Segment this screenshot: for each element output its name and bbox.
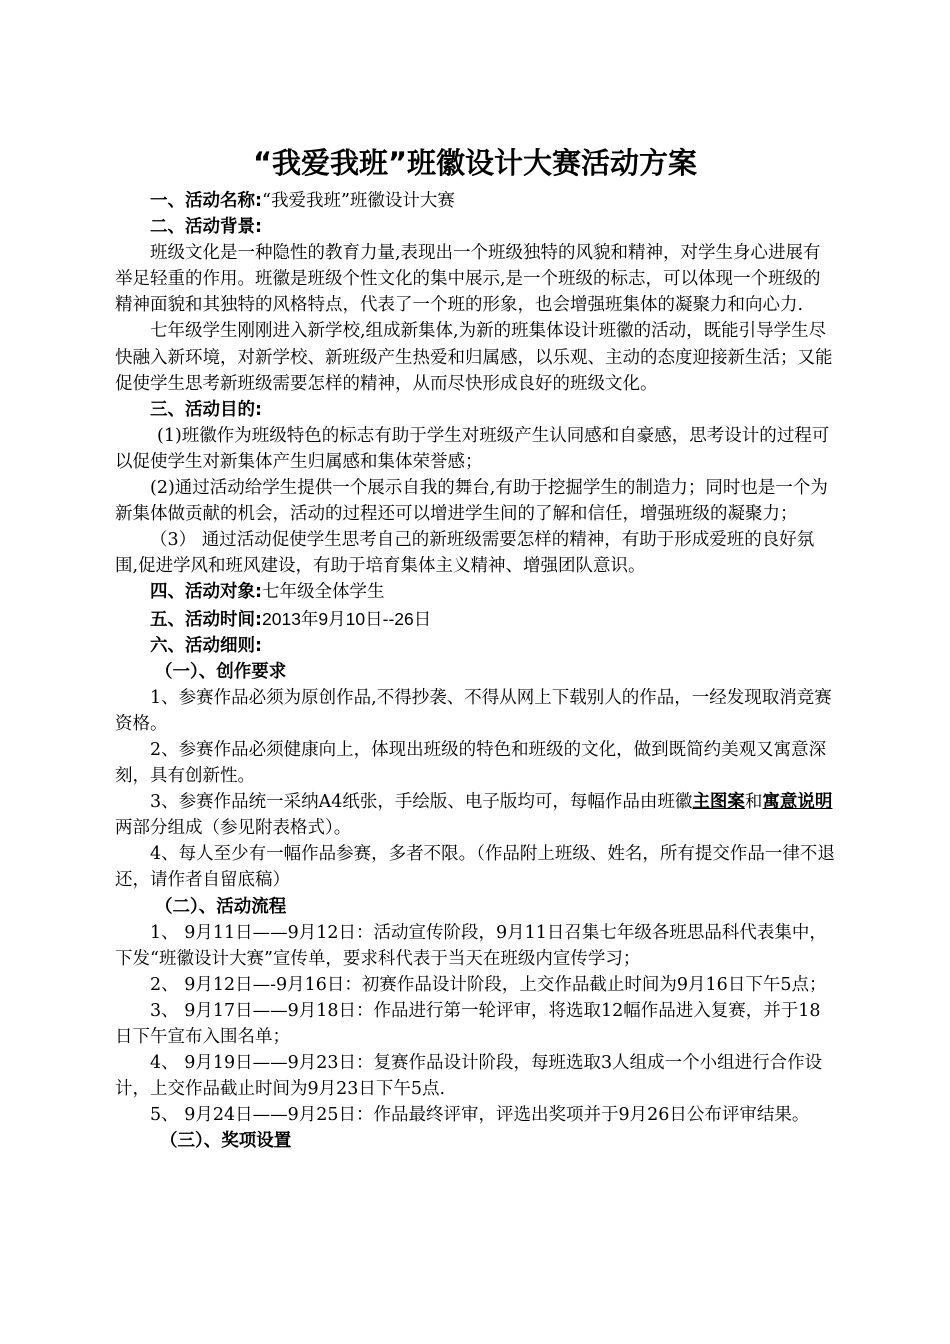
process-step-3: 3、 9月17日——9月18日：作品进行第一轮评审，将选取12幅作品进入复赛，并于18日下午宣布入围名单； <box>115 1000 821 1047</box>
requirement-3 <box>115 789 837 841</box>
process-step-4: 4、 9月19日——9月23日：复赛作品设计阶段，每班选取3人组成一个小组进行合作设计，上交作品截止时间为9月23日下午5点. <box>115 1053 823 1100</box>
purpose-item-1: (1)班徽作为班级特色的标志有助于学生对班级产生认同感和自豪感，思考设计的过程可以促使学生对新集体产生归属感和集体荣誉感； <box>115 425 830 472</box>
requirement-3-connector: 和 <box>744 792 763 813</box>
section-value: “我爱我班”班徽设计大赛 <box>262 191 455 211</box>
subsection-requirements <box>115 659 837 685</box>
section-target <box>115 579 837 605</box>
section-label: 六、活动细则: <box>150 635 262 656</box>
section-value: 2013年9月10日--26日 <box>262 608 432 629</box>
subsection-label: （三）、奖项设置 <box>160 1131 292 1152</box>
section-rules <box>115 633 837 659</box>
section-label: 二、活动背景: <box>150 217 262 238</box>
document-body <box>115 188 837 1154</box>
subsection-process <box>115 894 837 920</box>
purpose-item-3: （3） 通过活动促使学生思考自己的新班级需要怎样的精神，有助于形成爱班的良好氛围,促进学风和班风建设，有助于培育集体主义精神、增强团队意识。 <box>115 530 815 577</box>
section-label: 三、活动目的: <box>150 399 262 420</box>
section-background <box>115 214 837 240</box>
background-paragraph-2: 七年级学生刚刚进入新学校,组成新集体,为新的班集体设计班徽的活动，既能引导学生尽快融入新环境，对新学校、新班级产生热爱和归属感，以乐观、主动的态度迎接新生活；又能促使学生思考新班级需要怎样的精神，从而尽快形成良好的班级文化。 <box>115 321 833 394</box>
requirement-3-tail: 两部分组成（参见附表格式）。 <box>115 818 352 839</box>
requirement-1: 1、参赛作品必须为原创作品,不得抄袭、不得从网上下载别人的作品，一经发现取消竞赛资格。 <box>115 687 832 734</box>
section-label: 五、活动时间: <box>150 609 262 630</box>
requirement-3-text: 3、参赛作品统一采纳A4纸张，手绘版、电子版均可，每幅作品由班徽 <box>150 792 693 813</box>
section-label: 一、活动名称: <box>150 191 262 211</box>
section-purpose <box>115 397 837 423</box>
main-pattern-emphasis: 主图案 <box>692 792 745 813</box>
meaning-note-emphasis: 寓意说明 <box>762 792 833 813</box>
process-step-2: 2、 9月12日—-9月16日：初赛作品设计阶段，上交作品截止时间为9月16日下午5点； <box>150 974 827 995</box>
requirement-2: 2、参赛作品必须健康向上，体现出班级的特色和班级的文化，做到既简约美观又寓意深刻，具有创新性。 <box>115 739 827 787</box>
requirement-4: 4、每人至少有一幅作品参赛，多者不限。（作品附上班级、姓名，所有提交作品一律不退还，请作者自留底稿） <box>115 844 835 891</box>
process-step-5: 5、 9月24日——9月25日：作品最终评审，评选出奖项并于9月26日公布评审结果。 <box>150 1105 810 1126</box>
subsection-awards <box>115 1128 837 1154</box>
background-paragraph-1: 班级文化是一种隐性的教育力量,表现出一个班级独特的风貌和精神，对学生身心进展有举足轻重的作用。班徽是班级个性文化的集中展示,是一个班级的标志，可以体现一个班级的精神面貌和其独特的风格特点，代表了一个班的形象，也会增强班集体的凝聚力和向心力. <box>115 243 821 316</box>
document-title: “我爱我班”班徽设计大赛活动方案 <box>252 146 698 180</box>
section-time <box>115 606 837 633</box>
purpose-item-2: (2)通过活动给学生提供一个展示自我的舞台,有助于挖掘学生的制造力；同时也是一个为新集体做贡献的机会，活动的过程还可以增进学生间的了解和信任，增强班级的凝聚力； <box>115 478 828 525</box>
subsection-label: （一）、创作要求 <box>155 661 287 682</box>
process-step-1: 1、 9月11日——9月12日：活动宣传阶段，9月11日召集七年级各班思品科代表集中，下发“班徽设计大赛”宣传单，要求科代表于当天在班级内宣传学习； <box>115 922 827 969</box>
section-label: 四、活动对象: <box>150 582 262 603</box>
section-activity-name <box>115 188 837 214</box>
section-value: 七年级全体学生 <box>262 582 385 603</box>
subsection-label: （二）、活动流程 <box>155 896 287 917</box>
